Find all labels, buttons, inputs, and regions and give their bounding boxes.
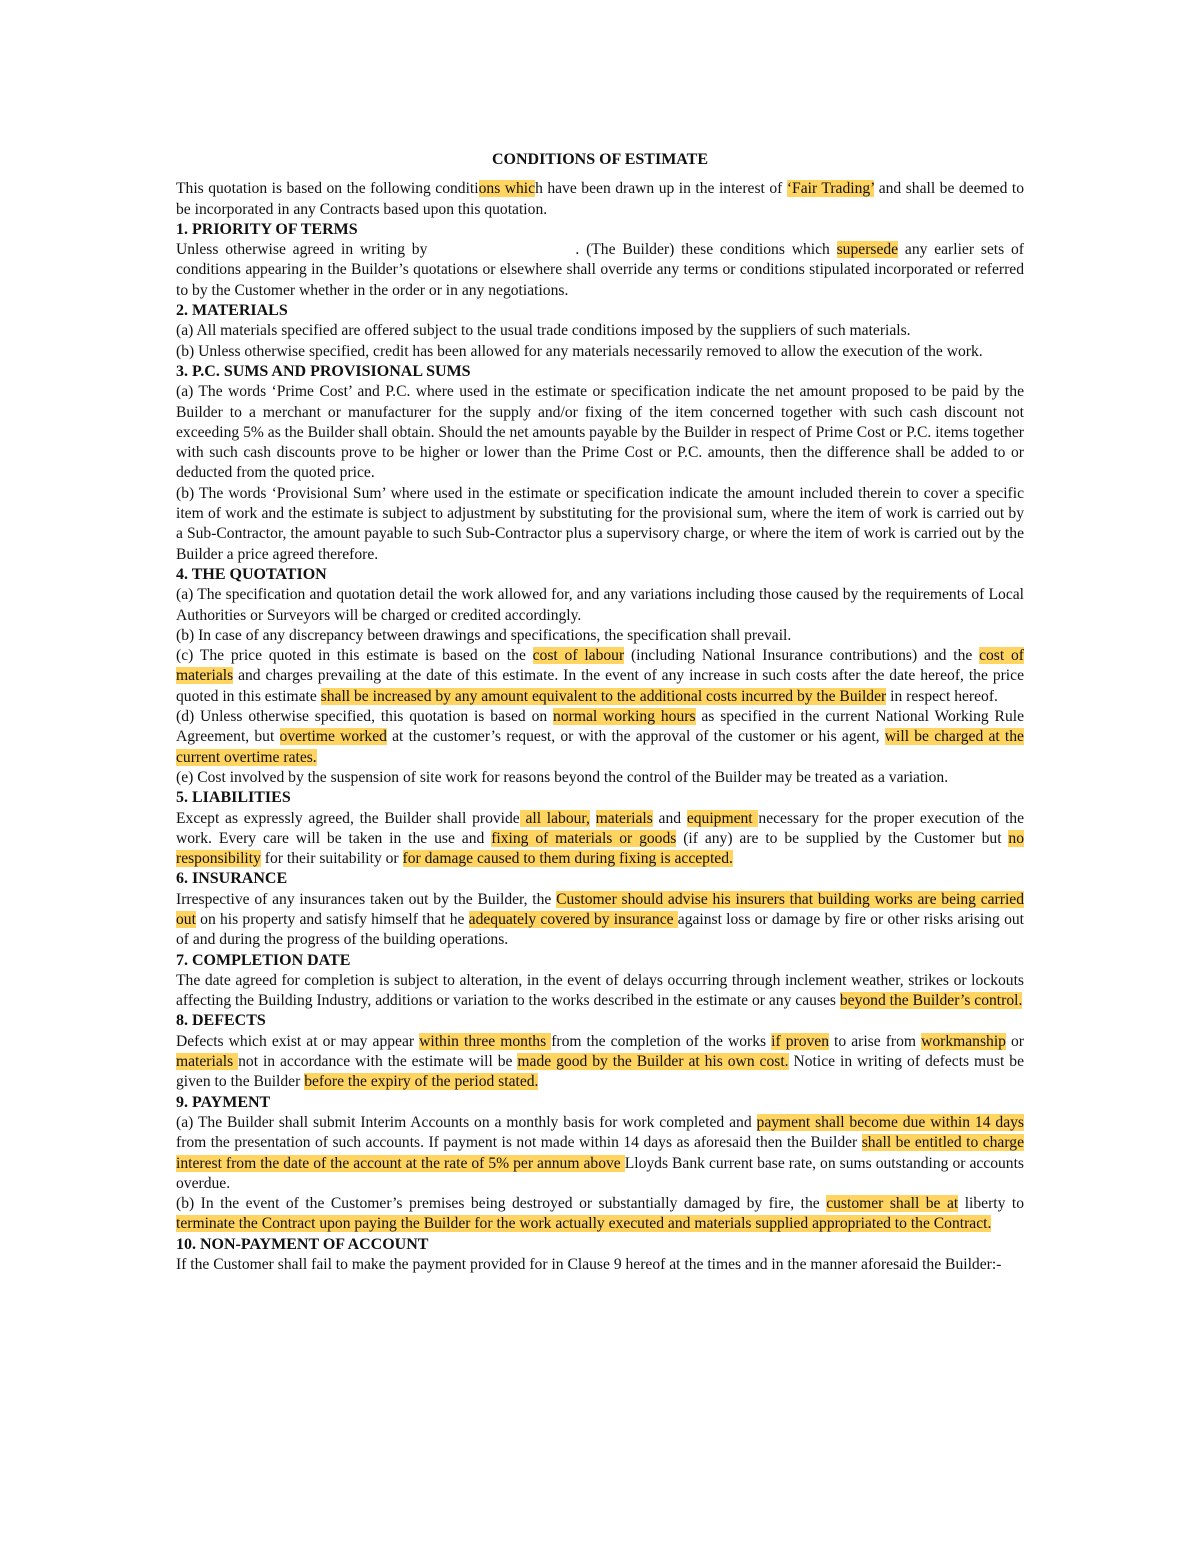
highlighted-text: all labour, [519,809,590,827]
text-run: on his property and satisfy himself that he [195,910,469,928]
text-run: Notice in writing of defects must be given to the Builder [176,1053,1024,1091]
liabilities-paragraph [176,809,1024,870]
highlighted-text: Customer should advise his insurers that building works are being carried out [176,890,1024,928]
pc-sums-clause-b: (b) The words ‘Provisional Sum’ where used in the estimate or specification indicate the amount included therein to cover a specific item of work and the estimate is subject to adjustment by substituting for the provisional sum, where the item of work is carried out by a Sub-Contractor, the amount payable to such Sub-Contractor plus a supervisory charge, or where the item of work is carried out by the Builder a price agreed therefore. [176,484,1024,563]
highlighted-text: if proven [771,1032,830,1050]
text-run: as specified in the current National Working Rule Agreement, but [176,708,1024,746]
text-run: not in accordance with the estimate will be [238,1053,518,1071]
materials-clause-b: (b) Unless otherwise specified, credit has been allowed for any materials necessarily removed to allow the execution of the work. [176,342,983,360]
highlighted-text: ‘Fair Trading’ [786,180,875,198]
text-run: (if any) are to be supplied by the Customer but [676,829,1009,847]
highlighted-text: payment shall become due within 14 days [756,1113,1024,1131]
text-run [590,810,596,827]
text-run: necessary for the proper execution of the work. Every care will be taken in the use and [176,809,1025,847]
priority-of-terms-paragraph [176,240,1024,301]
highlighted-text: workmanship [921,1032,1006,1050]
text-run: h have been drawn up in the interest of [535,180,787,198]
quotation-clause-e: (e) Cost involved by the suspension of site work for reasons beyond the control of the Builder may be treated as a variation. [176,768,949,786]
text-run: Lloyds Bank current base rate, on sums outstanding or accounts overdue. [176,1154,1024,1192]
text-run: Except as expressly agreed, the Builder shall provide [176,809,520,827]
quotation-clause-a: (a) The specification and quotation detail the work allowed for, and any variations including those caused by the requirements of Local Authorities or Surveyors will be charged or credited accordingly. [176,586,1024,624]
highlighted-text: made good by the Builder at his own cost. [517,1053,789,1071]
text-run: at the customer’s request, or with the approval of the customer or his agent, [386,728,885,746]
section-heading-insurance: 6. INSURANCE [176,870,288,888]
highlighted-text: materials [176,1053,239,1071]
section-heading-payment: 9. PAYMENT [176,1093,271,1111]
text-run: (c) The price quoted in this estimate is based on the [176,647,533,665]
text-run: from the completion of the works [551,1032,772,1050]
highlighted-text: materials [595,809,653,827]
section-heading-defects: 8. DEFECTS [176,1012,266,1030]
section-heading-liabilities: 5. LIABILITIES [176,789,291,807]
text-run: . (The Builder) these conditions which [575,241,837,259]
highlighted-text: cost of materials [176,647,1024,685]
highlighted-text: overtime worked [279,728,387,746]
materials-clause-a: (a) All materials specified are offered subject to the usual trade conditions imposed by the suppliers of such materials. [176,322,911,340]
completion-date-paragraph [176,971,1024,1012]
payment-clause-b [176,1194,1024,1235]
text-run: and charges prevailing at the date of this estimate. In the event of any increase in such costs after the date hereof, the price quoted in this estimate [176,667,1024,705]
defects-paragraph [176,1032,1024,1093]
highlighted-text: normal working hours [553,708,696,726]
text-run: (b) In the event of the Customer’s premises being destroyed or substantially damaged by fire, the [176,1195,827,1213]
text-run: liberty to [958,1195,1024,1213]
text-run: any earlier sets of conditions appearing in the Builder’s quotations or elsewhere shall override any terms or conditions stipulated incorporated or referred to by the Customer whether in the order or in any negotiations. [176,241,1024,299]
highlighted-text: shall be entitled to charge interest from the date of the account at the rate of 5% per annum above [176,1134,1024,1172]
document-title: CONDITIONS OF ESTIMATE [491,151,709,168]
text-run: against loss or damage by fire or other risks arising out of and during the progress of the building operations. [176,910,1024,949]
highlighted-text: adequately covered by insurance [468,910,678,928]
text-run: (d) Unless otherwise specified, this quotation is based on [176,708,554,726]
highlighted-text: fixing of materials or goods [491,829,677,847]
highlighted-text: before the expiry of the period stated. [304,1073,539,1091]
quotation-clause-d [176,707,1024,768]
highlighted-text: will be charged at the current overtime rates. [176,728,1024,766]
text-run: from the presentation of such accounts. If payment is not made within 14 days as aforesaid then the Builder [176,1134,862,1152]
text-run: Defects which exist at or may appear [176,1032,420,1050]
text-run: and shall be deemed to be incorporated in any Contracts based upon this quotation. [176,180,1024,218]
non-payment-paragraph: If the Customer shall fail to make the payment provided for in Clause 9 hereof at the times and in the manner aforesaid the Builder:- [176,1256,1002,1274]
highlighted-text: supersede [836,241,899,259]
text-run: and [652,809,687,827]
highlighted-text: ons whic [478,180,536,198]
section-heading-completion-date: 7. COMPLETION DATE [176,951,351,969]
highlighted-text: equipment [686,809,759,827]
section-heading-non-payment: 10. NON-PAYMENT OF ACCOUNT [176,1235,429,1253]
highlighted-text: for damage caused to them during fixing is accepted. [402,850,733,868]
text-run: or [1005,1032,1025,1050]
text-run: The date agreed for completion is subject to alteration, in the event of delays occurring through inclement weather, strikes or lockouts affecting the Building Industry, additions or variation to the works described in the estimate or any causes [176,971,1024,1010]
intro-paragraph [176,179,1024,220]
text-run: This quotation is based on the following conditi [176,180,479,198]
highlighted-text: shall be increased by any amount equivalent to the additional costs incurred by the Builder [320,687,887,705]
highlighted-text: no responsibility [176,829,1025,868]
section-heading-pc-sums: 3. P.C. SUMS AND PROVISIONAL SUMS [176,362,471,380]
pc-sums-clause-a: (a) The words ‘Prime Cost’ and P.C. where used in the estimate or specification indicate the net amount proposed to be paid by the Builder to a merchant or manufacturer for the supply and/or fixing of the item concerned together with such cash discount not exceeding 5% as the Builder shall obtain. Should the net amounts payable by the Builder in respect of Prime Cost or P.C. items together with such cash discounts prove to be higher or lower than the Prime Cost or P.C. amounts, then the difference shall be added to or deducted from the quoted price. [176,383,1024,482]
text-run: Unless otherwise agreed in writing by [176,241,428,259]
text-run: in respect hereof. [886,687,998,705]
text-run: (including National Insurance contributions) and the [624,647,980,665]
insurance-paragraph [176,890,1024,951]
document-page [176,150,1024,1275]
quotation-clause-b: (b) In case of any discrepancy between drawings and specifications, the specification shall prevail. [176,626,792,644]
quotation-clause-c [176,646,1024,707]
text-run: Irrespective of any insurances taken out by the Builder, the [176,890,557,908]
highlighted-text: beyond the Builder’s control. [839,992,1023,1010]
highlighted-text: cost of labour [532,647,625,665]
text-run: (a) The Builder shall submit Interim Accounts on a monthly basis for work completed and [176,1113,757,1131]
highlighted-text: customer shall be at [826,1195,959,1213]
highlighted-text: terminate the Contract upon paying the Builder for the work actually executed and materials supplied appropriated to the Contract. [176,1215,992,1233]
section-heading-priority-of-terms: 1. PRIORITY OF TERMS [176,220,358,238]
highlighted-text: within three months [419,1032,552,1050]
section-heading-materials: 2. MATERIALS [176,302,288,320]
section-heading-quotation: 4. THE QUOTATION [176,565,327,583]
payment-clause-a [176,1113,1024,1194]
text-run: for their suitability or [260,850,403,868]
text-run: to arise from [829,1032,922,1050]
